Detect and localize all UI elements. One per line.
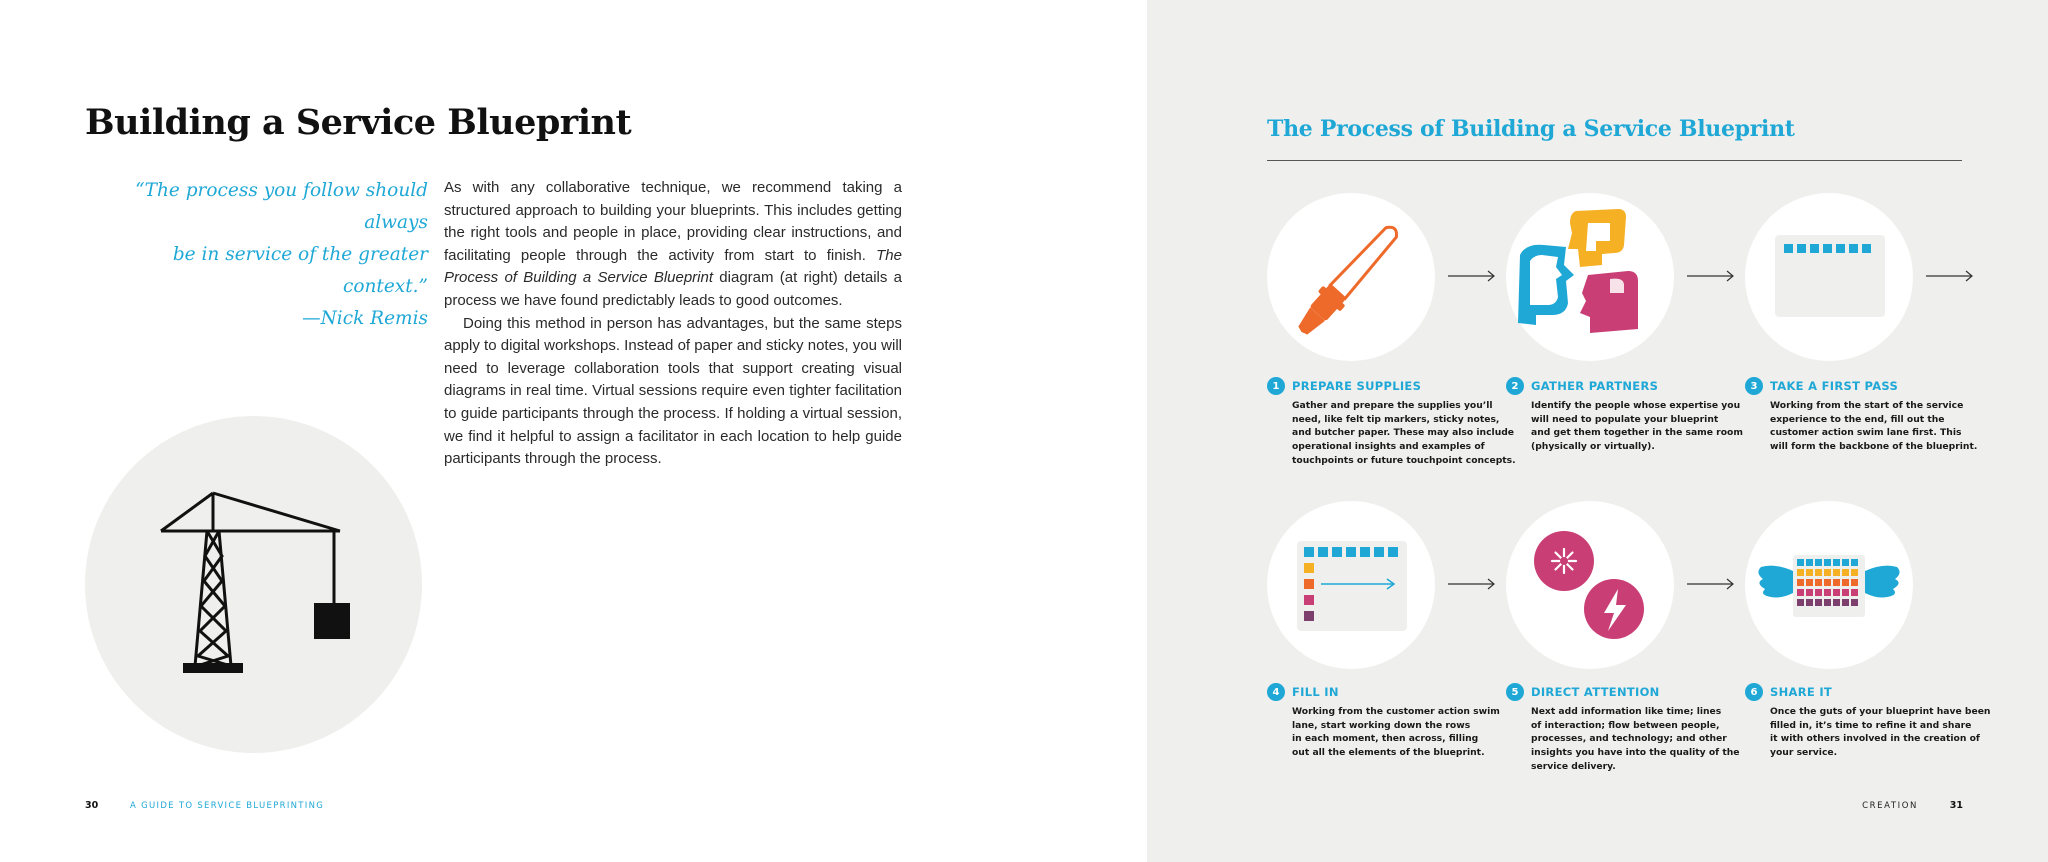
step-2-description xyxy=(1531,399,1743,454)
step-description-line: will form the backbone of the blueprint. xyxy=(1770,441,1978,453)
page-number: 31 xyxy=(1949,800,1963,811)
pull-quote xyxy=(92,175,428,335)
step-description-line: insights you have into the quality of the xyxy=(1531,747,1740,759)
step-description-line: Once the guts of your blueprint have been xyxy=(1770,706,1991,717)
arrow-right-icon xyxy=(1448,270,1496,282)
body-text-run: As with any collaborative technique, we recommend taking a structured approach to building your blueprints. This includes getting the right tools and people in place, providing clear instructions, and facilitating people through the activity from start to finish. xyxy=(444,179,902,264)
step-4-heading xyxy=(1267,683,1339,701)
step-1-heading xyxy=(1267,377,1421,395)
step-description-line: customer action swim lane first. This xyxy=(1770,427,1962,439)
diagram-reference: The Process of Building a Service Blueprint xyxy=(444,246,902,287)
spark-bolt-icon xyxy=(1506,501,1674,669)
step-description-line: Gather and prepare the supplies you’ll xyxy=(1292,400,1493,411)
quote-line: be in service of the greater context.” xyxy=(172,244,428,297)
step-label: PREPARE SUPPLIES xyxy=(1292,379,1422,393)
step-description-line: processes, and technology; and other xyxy=(1531,733,1727,745)
step-description-line: filled in, it’s time to refine it and share xyxy=(1770,719,1972,731)
step-description-line: Working from the start of the service xyxy=(1770,400,1964,411)
running-footer-title: A GUIDE TO SERVICE BLUEPRINTING xyxy=(130,801,325,811)
step-number-badge: 6 xyxy=(1745,683,1763,701)
quote-line: “The process you follow should always xyxy=(135,180,428,233)
quote-author: —Nick Remis xyxy=(302,308,428,329)
step-description-line: Identify the people whose expertise you xyxy=(1531,400,1741,411)
step-5-illustration xyxy=(1506,501,1674,669)
step-3-illustration xyxy=(1745,193,1913,361)
step-5-heading xyxy=(1506,683,1660,701)
running-footer-section: CREATION xyxy=(1862,801,1918,811)
arrow-right-icon xyxy=(1687,270,1735,282)
step-description-line: service delivery. xyxy=(1531,760,1616,772)
marker-icon xyxy=(1267,193,1435,361)
step-description-line: in each moment, then across, filling xyxy=(1292,733,1479,745)
body-paragraph xyxy=(444,177,902,313)
step-description-line: it with others involved in the creation of xyxy=(1770,733,1980,745)
step-number-badge: 3 xyxy=(1745,377,1763,395)
diagram-title: The Process of Building a Service Blueprint xyxy=(1267,116,1795,142)
body-text xyxy=(444,177,902,471)
winged-blueprint-icon xyxy=(1745,501,1913,669)
step-2-illustration xyxy=(1506,193,1674,361)
step-description-line: need, like felt tip markers, sticky notes, xyxy=(1292,413,1500,425)
page-title: Building a Service Blueprint xyxy=(85,102,632,143)
step-label: GATHER PARTNERS xyxy=(1531,379,1659,393)
step-number-badge: 5 xyxy=(1506,683,1524,701)
crane-icon xyxy=(85,416,422,753)
step-description-line: out all the elements of the blueprint. xyxy=(1292,747,1485,759)
step-number-badge: 1 xyxy=(1267,377,1285,395)
step-description-line: of interaction; flow between people, xyxy=(1531,719,1720,731)
step-6-heading xyxy=(1745,683,1832,701)
step-label: TAKE A FIRST PASS xyxy=(1770,379,1899,393)
step-6-description xyxy=(1770,705,1990,760)
grid-fill-icon xyxy=(1267,501,1435,669)
crane-illustration xyxy=(85,416,422,753)
step-description-line: experience to the end, fill out the xyxy=(1770,413,1945,425)
step-description-line: and get them together in the same room xyxy=(1531,427,1743,439)
step-3-description xyxy=(1770,399,1977,454)
step-number-badge: 2 xyxy=(1506,377,1524,395)
step-label: FILL IN xyxy=(1292,685,1339,699)
step-description-line: (physically or virtually). xyxy=(1531,441,1655,453)
step-description-line: Working from the customer action swim xyxy=(1292,706,1500,717)
swim-lane-icon xyxy=(1745,193,1913,361)
step-6-illustration xyxy=(1745,501,1913,669)
step-label: SHARE IT xyxy=(1770,685,1833,699)
step-5-description xyxy=(1531,705,1740,774)
step-4-description xyxy=(1292,705,1500,760)
arrow-right-icon xyxy=(1926,270,1974,282)
page-number: 30 xyxy=(85,800,99,811)
step-1-description xyxy=(1292,399,1516,468)
step-description-line: Next add information like time; lines xyxy=(1531,706,1722,717)
step-number-badge: 4 xyxy=(1267,683,1285,701)
step-description-line: and butcher paper. These may also include xyxy=(1292,427,1515,439)
step-1-illustration xyxy=(1267,193,1435,361)
step-4-illustration xyxy=(1267,501,1435,669)
step-description-line: your service. xyxy=(1770,747,1838,759)
arrow-right-icon xyxy=(1687,578,1735,590)
step-description-line: lane, start working down the rows xyxy=(1292,719,1471,731)
step-description-line: touchpoints or future touchpoint concepts. xyxy=(1292,454,1516,466)
people-icon xyxy=(1506,193,1674,361)
step-description-line: operational insights and examples of xyxy=(1292,441,1485,453)
body-text-run: diagram (at right) details a process we have found predictably leads to good outcomes. xyxy=(444,269,902,309)
step-2-heading xyxy=(1506,377,1658,395)
body-paragraph: Doing this method in person has advantages, but the same steps apply to digital workshops. Instead of paper and sticky notes, you will need to leverage collaboration tools that support creating visual diagrams in real time. Virtual sessions require even tighter facilitation to guide participants through the process. If holding a virtual session, we find it helpful to assign a facilitator in each location to help guide participants through the process. xyxy=(444,314,902,468)
step-description-line: will need to populate your blueprint xyxy=(1531,413,1719,425)
title-divider xyxy=(1267,160,1962,161)
step-label: DIRECT ATTENTION xyxy=(1531,685,1660,699)
step-3-heading xyxy=(1745,377,1898,395)
arrow-right-icon xyxy=(1448,578,1496,590)
